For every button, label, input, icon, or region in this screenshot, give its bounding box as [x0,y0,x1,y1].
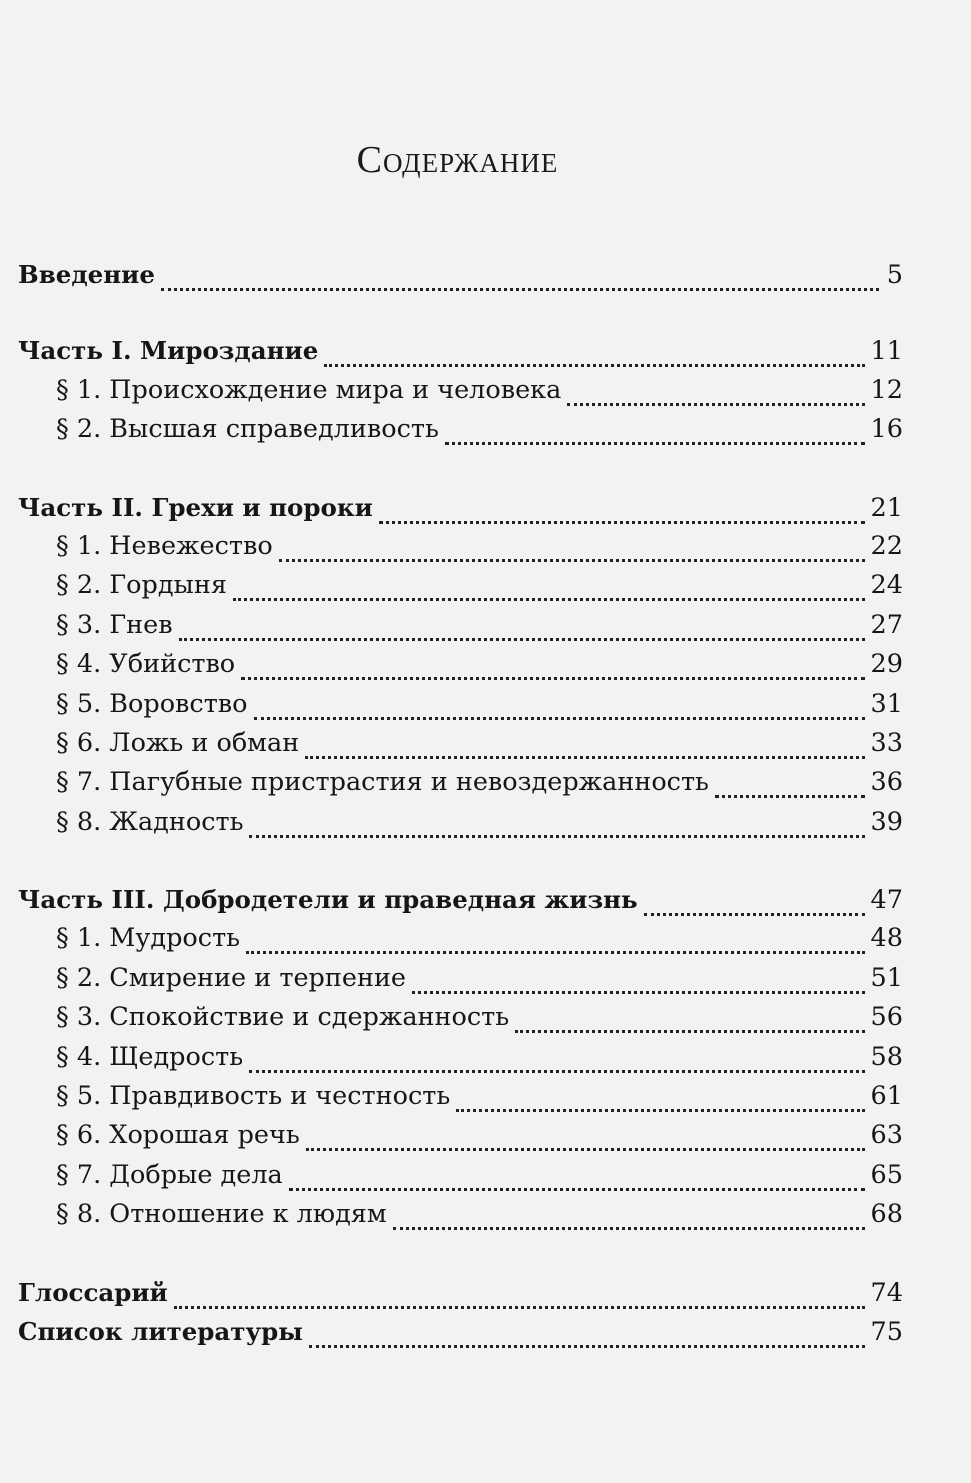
toc-entry-label: § 7. Пагубные пристрастия и невоздержанность [56,767,709,798]
toc-entry-section[interactable] [18,1156,903,1195]
dot-leader [241,677,864,680]
toc-entry-label: § 6. Ложь и обман [56,727,300,758]
toc-entry-part-1[interactable] [18,331,903,370]
dot-leader [309,1345,865,1348]
toc-entry-label: § 8. Отношение к людям [56,1199,387,1230]
toc-entry-label: § 2. Высшая справедливость [56,414,439,445]
toc-page-number: 39 [870,806,903,837]
toc-entry-label: Часть III. Добродетели и праведная жизнь [18,885,638,915]
toc-entry-label: § 3. Гнев [56,609,173,640]
table-of-contents [18,255,903,1351]
toc-page-number: 11 [870,336,903,367]
toc-entry-intro[interactable] [18,255,903,294]
toc-page-number: 5 [886,260,903,290]
dot-leader [306,1148,865,1151]
toc-page-number: 47 [870,885,903,916]
toc-page-number: 56 [870,1002,903,1033]
toc-entry-section[interactable] [18,919,903,958]
page-title: Содержание [356,139,559,181]
toc-page-number: 27 [870,609,903,640]
toc-entry-section[interactable] [18,803,903,842]
toc-entry-label: § 2. Смирение и терпение [56,962,407,993]
dot-leader [233,598,865,601]
toc-page-number: 36 [870,767,903,798]
toc-entry-section[interactable] [18,410,903,449]
toc-page-number: 75 [870,1316,903,1347]
dot-leader [174,1306,865,1309]
toc-page-number: 48 [870,923,903,954]
dot-leader [715,795,865,798]
dot-leader [567,403,864,406]
toc-page-number: 22 [870,530,903,561]
toc-page-number: 51 [870,962,903,993]
toc-entry-section[interactable] [18,371,903,410]
dot-leader [445,442,865,445]
toc-entry-label: § 6. Хорошая речь [56,1120,300,1151]
toc-entry-label: Часть II. Грехи и пороки [18,492,373,522]
toc-entry-section[interactable] [18,959,903,998]
toc-entry-bibliography[interactable] [18,1312,903,1351]
dot-leader [379,521,865,524]
toc-entry-label: § 7. Добрые дела [56,1159,283,1190]
toc-entry-label: Глоссарий [18,1277,168,1307]
toc-page-number: 68 [870,1199,903,1230]
dot-leader [246,951,864,954]
dot-leader [249,835,864,838]
dot-leader [179,638,865,641]
dot-leader [289,1188,865,1191]
toc-entry-section[interactable] [18,606,903,645]
dot-leader [644,913,865,916]
dot-leader [515,1030,864,1033]
dot-leader [305,756,864,759]
toc-entry-label: § 5. Правдивость и честность [56,1081,451,1112]
toc-entry-label: § 1. Мудрость [56,923,241,954]
toc-entry-section[interactable] [18,1195,903,1234]
dot-leader [393,1227,865,1230]
toc-page-number: 24 [870,570,903,601]
toc-entry-label: § 1. Невежество [56,530,273,561]
toc-entry-section[interactable] [18,527,903,566]
toc-page-number: 12 [870,374,903,405]
toc-page-number: 33 [870,727,903,758]
toc-page-number: 21 [870,492,903,523]
toc-entry-section[interactable] [18,998,903,1037]
toc-entry-section[interactable] [18,1038,903,1077]
dot-leader [324,364,864,367]
toc-entry-label: § 3. Спокойствие и сдержанность [56,1002,510,1033]
toc-entry-section[interactable] [18,566,903,605]
toc-entry-part-3[interactable] [18,880,903,919]
dot-leader [456,1109,864,1112]
toc-page-number: 65 [870,1159,903,1190]
toc-entry-label: Введение [18,260,155,289]
toc-page-number: 31 [870,688,903,719]
toc-page-number: 63 [870,1120,903,1151]
toc-page-number: 58 [870,1041,903,1072]
toc-entry-glossary[interactable] [18,1273,903,1312]
dot-leader [412,991,865,994]
dot-leader [249,1070,864,1073]
toc-entry-label: § 5. Воровство [56,688,248,719]
toc-entry-part-2[interactable] [18,488,903,527]
toc-page-number: 61 [870,1081,903,1112]
toc-entry-label: Часть I. Мироздание [18,336,319,366]
dot-leader [279,559,865,562]
toc-entry-label: Список литературы [18,1316,303,1346]
toc-entry-section[interactable] [18,645,903,684]
toc-entry-label: § 2. Гордыня [56,570,227,601]
toc-entry-section[interactable] [18,724,903,763]
toc-entry-label: § 8. Жадность [56,806,244,837]
toc-entry-section[interactable] [18,1077,903,1116]
toc-page-number: 74 [870,1277,903,1308]
toc-entry-label: § 4. Щедрость [56,1041,244,1072]
toc-entry-section[interactable] [18,685,903,724]
toc-page-number: 16 [870,414,903,445]
toc-entry-section[interactable] [18,1116,903,1155]
toc-entry-section[interactable] [18,763,903,802]
dot-leader [161,288,879,291]
toc-entry-label: § 1. Происхождение мира и человека [56,374,562,405]
dot-leader [254,717,865,720]
toc-page-number: 29 [870,649,903,680]
toc-entry-label: § 4. Убийство [56,649,236,680]
